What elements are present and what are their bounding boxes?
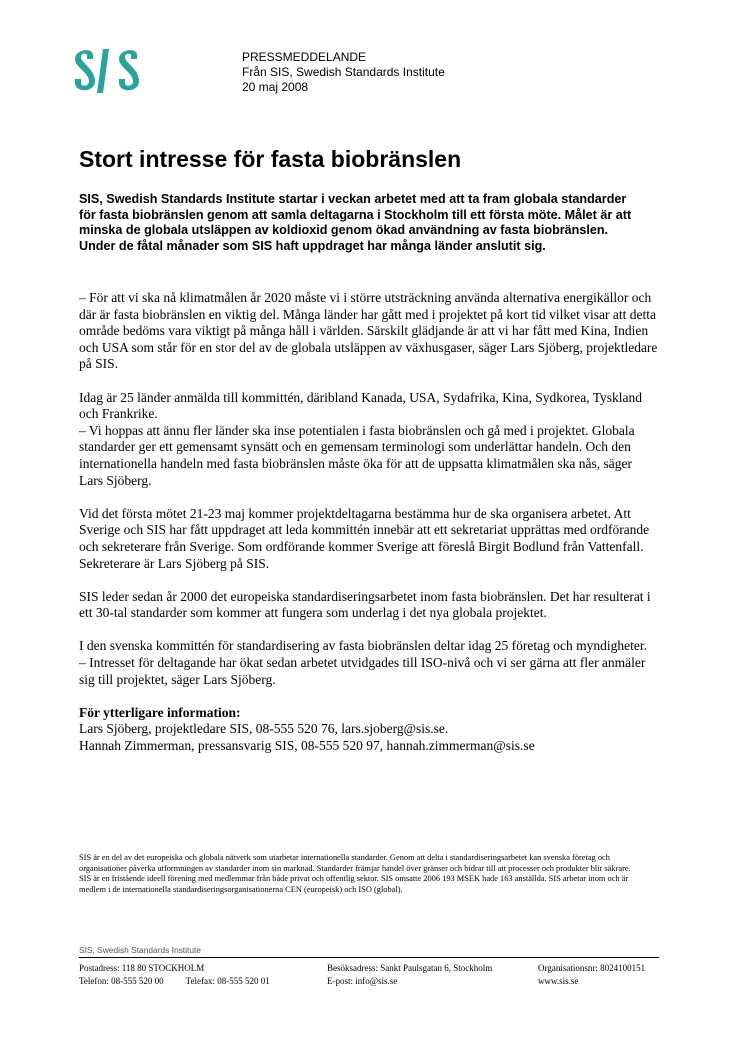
footer-divider [79,957,659,958]
paragraph-1: – För att vi ska nå klimatmålen år 2020 måste vi i större utsträckning använda alternativa energikällor och där är fasta biobränslen en viktig del. Många länder har gått med i projektet på kort tid vilket visar att detta område bedöms vara viktigt på många håll i världen. Särskilt glädjande är att vi har fått med Kina, Indien och USA som står för en stor del av de globala utsläppen av växhusgaser, säger Lars Sjöberg, projektledare på SIS. [79,290,658,372]
footer-visit-address: Besöksadress: Sankt Paulsgatan 6, Stockholm [327,963,493,973]
article-body [79,290,659,771]
footnote-text-1: SIS är en del av det europeiska och globala nätverk som utarbetar internationella standarder. Genom att delta i standardiseringsarbetet kan svenska företag och organisationer påverka utformningen av standarder inom sin marknad. Standarder främjar handel över gränser och bidrar till att processer och produkter blir säkrare. [79,853,631,873]
about-sis-footnote [79,853,649,895]
press-header [242,50,445,95]
paragraph-2-intro: Idag är 25 länder anmälda till kommittén, däribland Kanada, USA, Sydafrika, Kina, Sydkorea, Tyskland och Frankrike. [79,389,643,422]
paragraph-4: SIS leder sedan år 2000 det europeiska standardiseringsarbetet inom fasta biobränslen. Det har resulterat i ett 30-tal standarder som kommer att fungera som underlag i det nya globala projektet. [79,588,651,621]
contact-heading: För ytterligare information: [79,704,241,720]
paragraph-5 [79,638,659,688]
paragraph-5-quote: – Intresset för deltagande har ökat sedan arbetet utvidgades till ISO-nivå och vi ser gärna att fler anmäler sig till projektet, säger Lars Sjöberg. [79,655,646,687]
footer-org-label: SIS, Swedish Standards Institute [79,945,201,955]
footer-website: www.sis.se [538,976,579,986]
footnote-text-2: SIS är en fristående ideell förening med medlemmar från både privat och offentlig sektor. SIS omsatte 2006 193 MSEK hade 163 anställda. SIS arbetar inom och är medlem i de internationella standardiseringsorganisationerna CEN (europeisk) och ISO (global). [79,874,629,894]
header-date: 20 maj 2008 [242,80,309,94]
sis-logo [73,45,143,95]
contact-line-1: Lars Sjöberg, projektledare SIS, 08-555 520 76, lars.sjoberg@sis.se. [79,721,449,737]
contact-line-2: Hannah Zimmerman, pressansvarig SIS, 08-555 520 97, hannah.zimmerman@sis.se [79,738,535,754]
paragraph-3: Vid det första mötet 21-23 maj kommer projektdeltagarna bestämma hur de ska organisera arbetet. Att Sverige och SIS har fått uppdraget att leda kommittén innebär att ett sekretariat upprättas med ordförande och sekreterare från Sverige. Som ordförande kommer Sverige att föreslå Birgit Bodlund från Vattenfall. Sekreterare är Lars Sjöberg på SIS. [79,505,650,571]
footer-email: E-post: info@sis.se [327,976,398,986]
footer-org-number: Organisationsnr: 8024100151 [538,963,646,973]
contact-info [79,705,659,755]
paragraph-2-quote: – Vi hoppas att ännu fler länder ska inse potentialen i fasta biobränslen och gå med i projektet. Globala standarder ger ett gemensamt synsätt och en gemensam terminologi som underlättar handeln. Och den internationella handeln med fasta biobränslen måste öka för att de uppsatta klimatmålen ska nås, säger Lars Sjöberg. [79,422,635,488]
footer-column-visit [327,962,492,988]
page-title: Stort intresse för fasta biobränslen [79,146,462,172]
header-source: Från SIS, Swedish Standards Institute [242,65,445,79]
footer-phone: Telefon: 08-555 520 00 [79,976,164,986]
paragraph-2 [79,390,659,490]
footer-fax: Telefax: 08-555 520 01 [185,976,270,986]
footer-column-postal [79,962,270,988]
footer-postal: Postadress: 118 80 STOCKHOLM [79,963,205,973]
footer-column-org [538,962,645,988]
footer-phone-line [79,975,270,988]
lead-paragraph: SIS, Swedish Standards Institute startar i veckan arbetet med att ta fram globala standarder för fasta biobränslen genom att samla deltagarna i Stockholm till ett första möte. Målet är att minska de globala utsläppen av koldioxid genom ökad användning av fasta biobränslen. Under de fåtal månader som SIS haft uppdraget har många länder anslutit sig. [79,192,632,253]
header-type: PRESSMEDDELANDE [242,50,367,64]
paragraph-5-intro: I den svenska kommittén för standardisering av fasta biobränslen deltar idag 25 företag och myndigheter. [79,638,647,654]
